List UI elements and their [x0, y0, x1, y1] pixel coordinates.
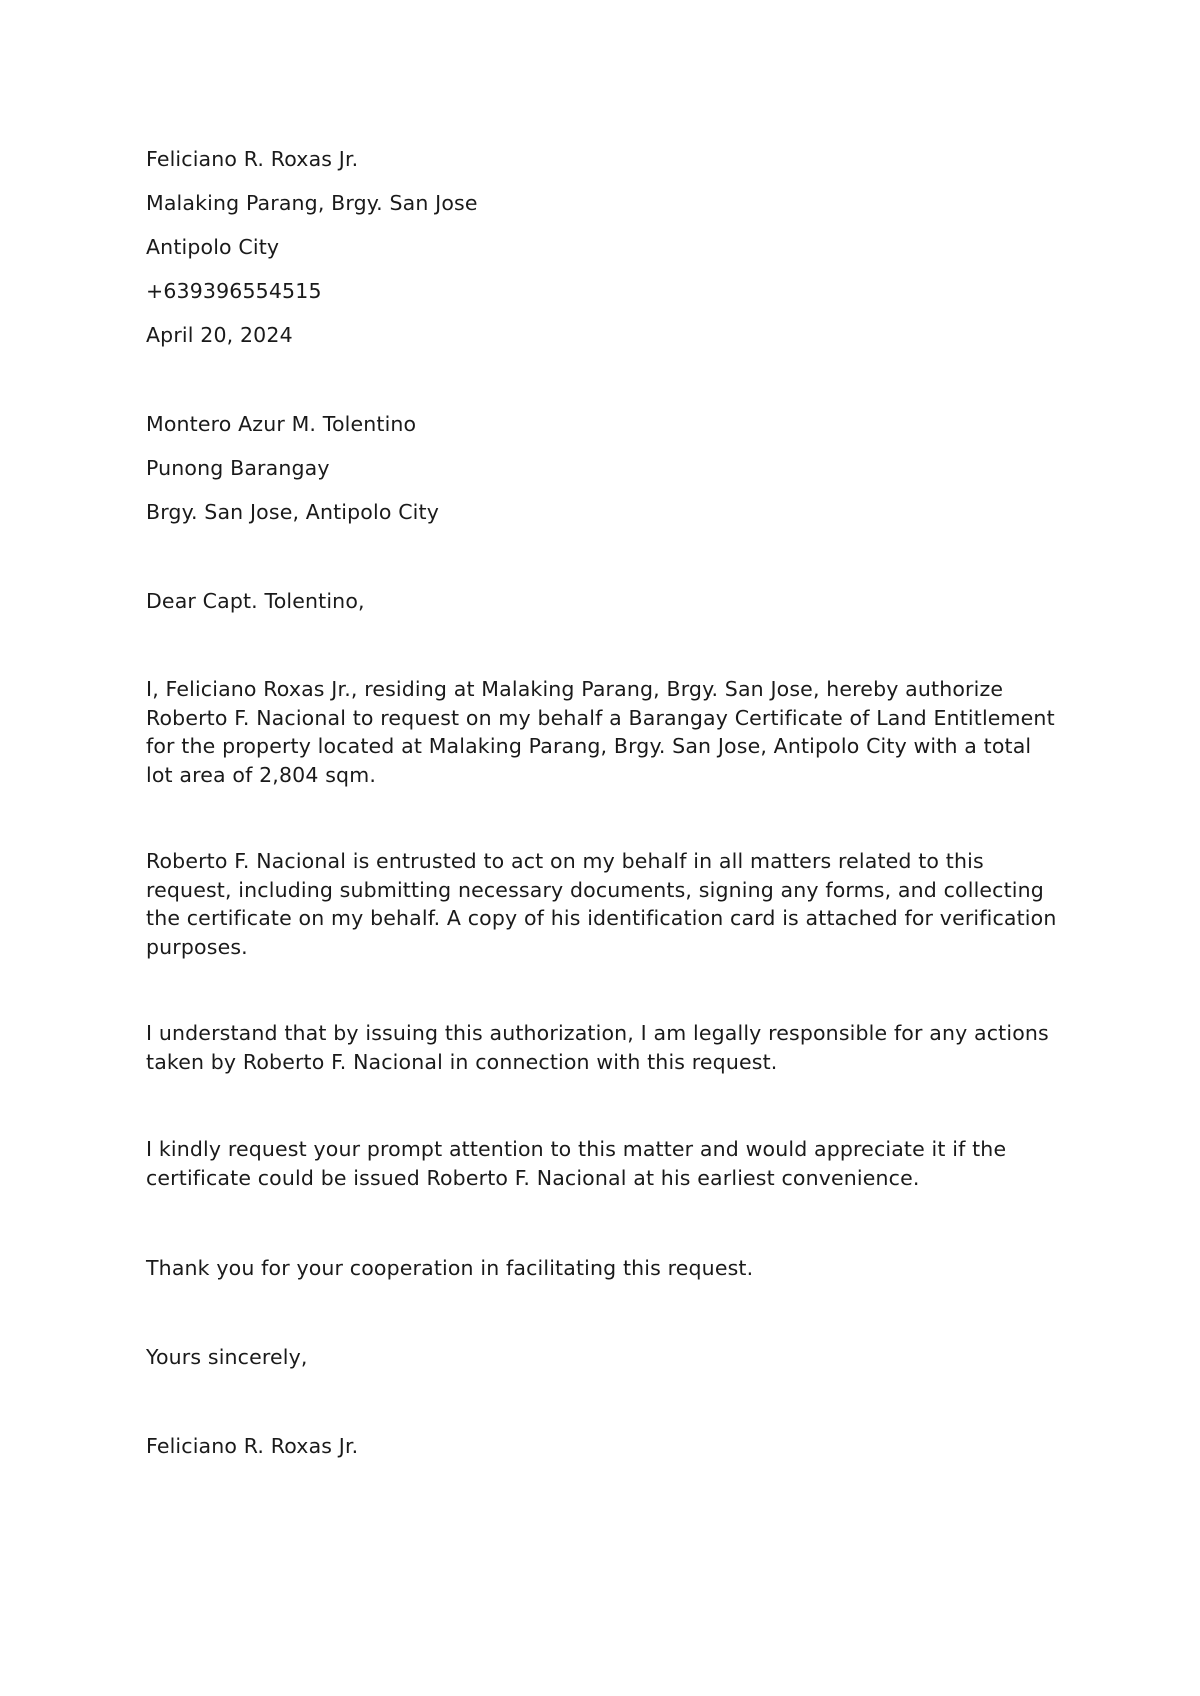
signature-name: Feliciano R. Roxas Jr. [146, 1434, 359, 1458]
sender-name: Feliciano R. Roxas Jr. [146, 147, 359, 171]
salutation: Dear Capt. Tolentino, [146, 589, 365, 613]
closing: Yours sincerely, [146, 1345, 308, 1369]
sender-address-line2: Antipolo City [146, 235, 280, 259]
recipient-address: Brgy. San Jose, Antipolo City [146, 500, 439, 524]
sender-address-line1: Malaking Parang, Brgy. San Jose [146, 191, 478, 215]
sender-phone: +639396554515 [146, 279, 322, 303]
body-paragraph-4: I kindly request your prompt attention to this matter and would appreciate it if the certificate could be issued Roberto F. Nacional at his earliest convenience. [146, 1137, 1007, 1190]
body-paragraph-2: Roberto F. Nacional is entrusted to act on my behalf in all matters related to this request, including submitting necessary documents, signing any forms, and collecting the certificate on my behalf. A copy of his identification card is attached for verification purposes. [146, 849, 1057, 959]
body-paragraph-1: I, Feliciano Roxas Jr., residing at Malaking Parang, Brgy. San Jose, hereby authorize Roberto F. Nacional to request on my behalf a Barangay Certificate of Land Entitlement for the property located at Malaking Parang, Brgy. San Jose, Antipolo City with a total lot area of 2,804 sqm. [146, 677, 1055, 787]
letter-date: April 20, 2024 [146, 323, 293, 347]
body-paragraph-5: Thank you for your cooperation in facilitating this request. [146, 1256, 754, 1280]
recipient-title: Punong Barangay [146, 456, 330, 480]
body-paragraph-3: I understand that by issuing this authorization, I am legally responsible for any actions taken by Roberto F. Nacional in connection with this request. [146, 1021, 1049, 1074]
recipient-name: Montero Azur M. Tolentino [146, 412, 417, 436]
